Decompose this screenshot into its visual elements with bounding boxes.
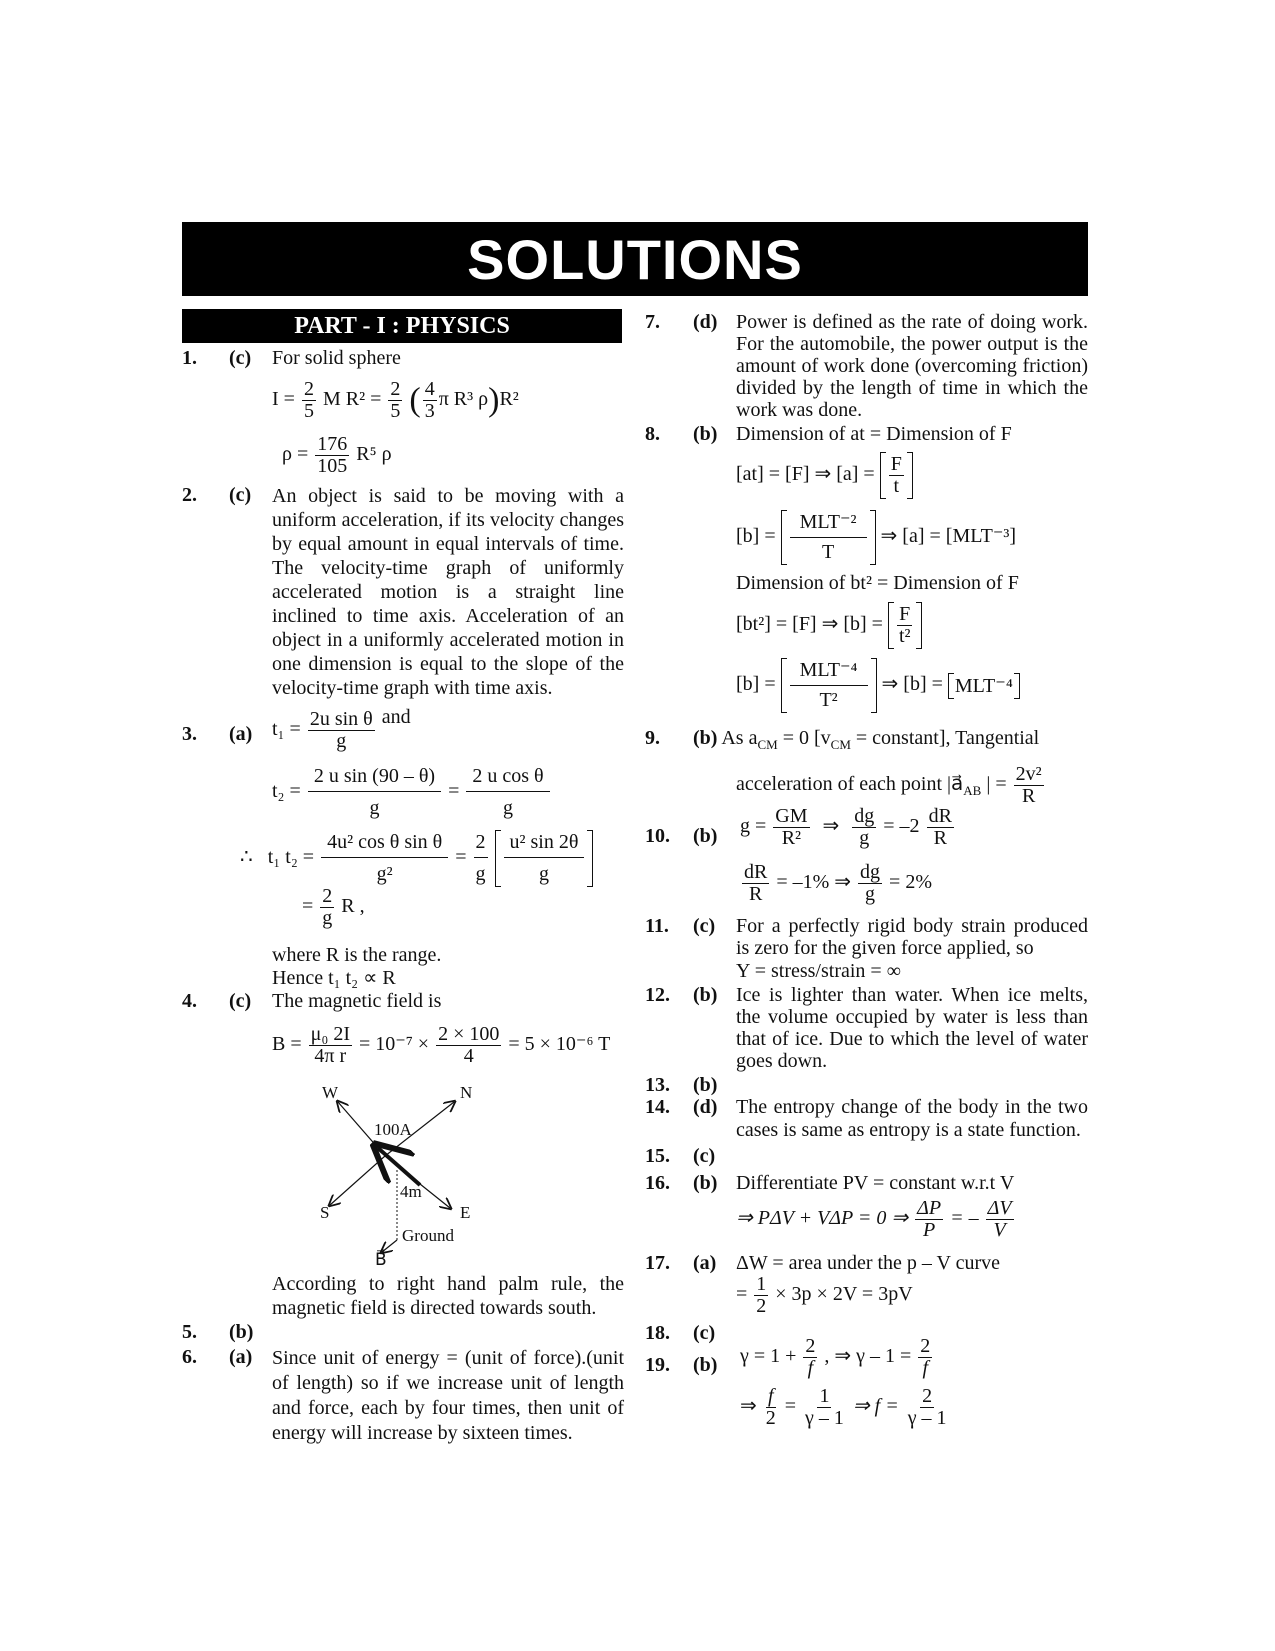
solution-text: Dimension of bt² = Dimension of F	[736, 572, 1019, 594]
question-number: 19.	[645, 1354, 670, 1376]
equation: [b] = $\frac{\text{MLT⁻²}}{T}$ ⇒ [a] = [MLT⁻³]	[736, 511, 1017, 563]
equation: I = $\frac{2}{5}$ M R² = $\frac{2}{5}$ ( $\frac{4}{3}$ π R³ ρ)R²	[272, 378, 519, 422]
solution-text: (b) As $a_{CM} = 0$ [$v_{CM}$ = constant], Tangential	[693, 727, 1040, 752]
question-number: 11.	[645, 915, 669, 937]
equation: acceleration of each point $|a⃗_{AB}$ | = $\frac{\text{2v²}}{R}$	[736, 763, 1042, 807]
answer-option: (b)	[693, 1074, 718, 1096]
equation: γ = 1 + $\frac{2}{f}$ , ⇒ γ – 1 = $\frac{2}{f}$	[740, 1335, 931, 1379]
label-south: S	[320, 1203, 330, 1222]
solution-text: The magnetic field is	[272, 990, 442, 1012]
question-number: 1.	[182, 347, 197, 369]
equation: ρ = $\frac{176}{105}$ R⁵ ρ	[282, 433, 392, 477]
solution-text: Hence t₁ t₂ ∝ R	[272, 967, 396, 989]
page-title: SOLUTIONS	[182, 222, 1088, 296]
label-field: B⃗	[375, 1250, 387, 1269]
label-current: 100A	[374, 1120, 412, 1139]
question-number: 9.	[645, 727, 660, 749]
answer-option: (d)	[693, 311, 718, 333]
label-distance: 4m	[400, 1182, 422, 1201]
question-number: 3.	[182, 723, 197, 745]
answer-option: (a)	[229, 723, 253, 745]
equation: = $\frac{2}{g}$ R ,	[302, 885, 365, 929]
solution-text: For solid sphere	[272, 347, 401, 369]
question-number: 13.	[645, 1074, 670, 1096]
question-number: 18.	[645, 1322, 670, 1344]
answer-option: (b)	[693, 423, 718, 445]
equation: ⇒ $\frac{f}{2}$ = $\frac{1}{\gamma - 1}$ ⇒ f = $\frac{2}{\gamma - 1}$	[740, 1385, 947, 1429]
question-number: 4.	[182, 990, 197, 1012]
equation: [b] = $\frac{\text{MLT⁻⁴}}{\text{T²}}$ ⇒ [b] = MLT⁻⁴	[736, 658, 1020, 713]
section-heading: PART - I : PHYSICS	[182, 309, 622, 343]
equation: = $\frac{1}{2}$ × 3p × 2V = 3pV	[736, 1273, 913, 1317]
solution-text: Power is defined as the rate of doing work. For the automobile, the power output is the amount of work done (overcoming friction) divided by the length of time in which the work was done.	[736, 311, 1088, 421]
question-number: 5.	[182, 1321, 197, 1343]
answer-option: (d)	[693, 1096, 718, 1118]
equation: g = $\frac{GM}{\text{R²}}$ ⇒ $\frac{dg}{g}$ = –2 $\frac{dR}{R}$	[740, 805, 952, 849]
equation: ∴ t₁ t₂ = $\frac{\text{4u² cos θ sin θ}}{\text{g²}}$ = $\frac{2}{g}$ $\frac{\text{u² sin 2θ}}{g}$	[240, 830, 593, 887]
answer-option: (b)	[693, 1354, 718, 1376]
question-number: 14.	[645, 1096, 670, 1118]
answer-option: (c)	[229, 347, 252, 369]
solution-text: Differentiate PV = constant w.r.t V	[736, 1172, 1015, 1194]
answer-option: (c)	[693, 1145, 716, 1167]
equation: ⇒ PΔV + VΔP = 0 ⇒ $\frac{\Delta P}{P}$ = – $\frac{\Delta V}{V}$	[736, 1197, 1012, 1241]
solution-text: For a perfectly rigid body strain produced is zero for the given force applied, so	[736, 915, 1088, 959]
equation: [bt²] = [F] ⇒ [b] = $\frac{F}{\text{t²}}$	[736, 602, 922, 649]
question-number: 15.	[645, 1145, 670, 1167]
south-axis	[330, 1156, 385, 1205]
solution-text: An object is said to be moving with a uniform acceleration, if its velocity changes by equal amount in equal intervals of time. The velocity-time graph of uniformly accelerated motion is a straight line inclined to time axis. Acceleration of an object in a uniformly accelerated motion in one dimension is equal to the slope of the velocity-time graph with time axis.	[272, 485, 624, 699]
solution-text: Y = stress/strain = ∞	[736, 960, 901, 982]
answer-option: (c)	[229, 990, 252, 1012]
solution-text: Dimension of at = Dimension of F	[736, 423, 1012, 445]
solution-text: Since unit of energy = (unit of force).(unit of length) so if we increase unit of length and force, each by four times, then unit of energy will increase by sixteen times.	[272, 1347, 624, 1444]
equation: B = $\frac{\text{μ₀ 2I}}{\text{4π r}}$ = 10⁻⁷ × $\frac{2 \times 100}{4}$ = 5 × 10⁻⁶ T	[272, 1023, 611, 1067]
answer-option: (c)	[693, 915, 716, 937]
solution-text: where R is the range.	[272, 944, 442, 966]
answer-option: (b)	[693, 984, 718, 1006]
answer-option: (b)	[229, 1321, 254, 1343]
question-number: 7.	[645, 311, 660, 333]
question-number: 17.	[645, 1252, 670, 1274]
question-number: 10.	[645, 825, 670, 847]
equation: $\frac{dR}{R}$ = –1% ⇒ $\frac{dg}{g}$ = 2%	[744, 861, 932, 905]
solution-text: Ice is lighter than water. When ice melts, the volume occupied by water is less than that of ice. Due to which the level of water goes down.	[736, 984, 1088, 1072]
solution-text: ΔW = area under the p – V curve	[736, 1252, 1001, 1274]
label-east: E	[460, 1203, 471, 1222]
solution-text: According to right hand palm rule, the magnetic field is directed towards south.	[272, 1273, 624, 1319]
question-number: 16.	[645, 1172, 670, 1194]
equation: [at] = [F] ⇒ [a] = $\frac{F}{t}$	[736, 452, 913, 499]
equation: t₂ = $\frac{\text{2 u sin (90 – θ)}}{g}$ = $\frac{\text{2 u cos θ}}{g}$	[272, 766, 552, 819]
answer-option: (a)	[229, 1346, 253, 1368]
solution-text: The entropy change of the body in the two cases is same as entropy is a state function.	[736, 1096, 1088, 1141]
label-ground: Ground	[402, 1226, 454, 1245]
answer-option: (a)	[693, 1252, 717, 1274]
equation: t₁ = $\frac{\text{2u sin θ}}{g}$ and	[272, 706, 411, 752]
label-north: N	[460, 1083, 473, 1102]
answer-option: (b)	[693, 1172, 718, 1194]
question-number: 8.	[645, 423, 660, 445]
question-number: 2.	[182, 484, 197, 506]
answer-option: (b)	[693, 825, 718, 847]
label-west: W	[322, 1083, 339, 1102]
question-number: 12.	[645, 984, 670, 1006]
question-number: 6.	[182, 1346, 197, 1368]
answer-option: (c)	[229, 484, 252, 506]
answer-option: (c)	[693, 1322, 716, 1344]
